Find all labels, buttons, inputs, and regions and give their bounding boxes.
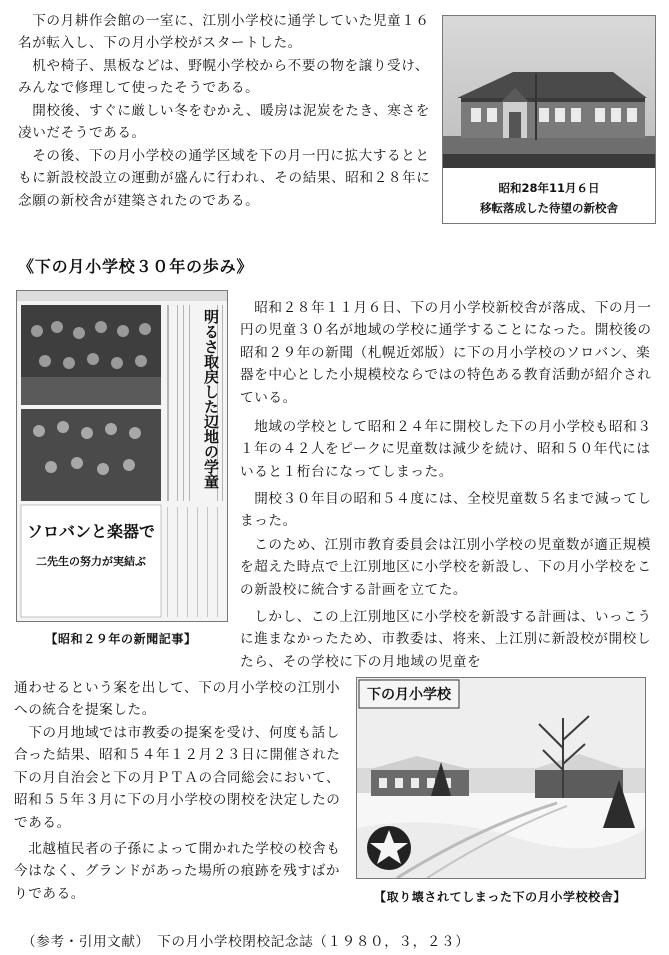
new-school-building-photo xyxy=(442,15,656,224)
section-title: 《下の月小学校３０年の歩み》 xyxy=(18,257,254,276)
body-paragraph-5b: 通わせるという案を出して、下の月小学校の江別小への統合を提案した。 xyxy=(14,680,341,719)
intro-paragraph-3: 開校後、すぐに厳しい冬をむかえ、暖房は泥炭をたき、寒さを凌いだそうである。 xyxy=(18,103,430,142)
body-paragraph-5a: しかし、この上江別地区に小学校を新設する計画は、いっこうに進まなかったため、市教委は、将来、上江別に新設校が開校したら、その学校に下の月地域の児童を xyxy=(240,609,652,670)
body-paragraph-2: 地域の学校として昭和２４年に開校した下の月小学校も昭和３１年の４２人をピークに児童数は減少を続け、昭和５０年代にはいると１桁台になってしまった。 xyxy=(240,419,652,480)
photo1-caption-line1: 昭和28年11月６日 xyxy=(498,181,600,195)
newspaper-headline: ソロバンと楽器で xyxy=(26,522,155,541)
newspaper-subheadline: 二先生の努力が実結ぶ xyxy=(36,555,146,568)
photo1-caption-line2: 移転落成した待望の新校舎 xyxy=(480,201,618,215)
intro-paragraph-2: 机や椅子、黒板などは、野幌小学校から不要の物を譲り受け、みんなで修理して使ったそうである。 xyxy=(18,58,430,97)
body-paragraph-6: 下の月地域では市教委の提案を受け、何度も話し合った結果、昭和５４年１２月２３日に開催された下の月自治会と下の月ＰＴＡの合同総会において、昭和５５年３月に下の月小学校の閉校を決定したのである。 xyxy=(14,725,341,831)
body-paragraph-4: このため、江別市教育委員会は江別小学校の児童数が適正規模を超えた時点で上江別地区に小学校を新設し、下の月小学校をこの新設校に統合する計画を立てた。 xyxy=(240,537,652,598)
newspaper-caption: 【昭和２９年の新聞記事】 xyxy=(45,632,197,646)
intro-paragraph-1: 下の月耕作会館の一室に、江別小学校に通学していた児童１６名が転入し、下の月小学校がスタートした。 xyxy=(18,13,430,52)
reference-citation: （参考・引用文献） 下の月小学校閉校記念誌（１９８０，３，２３） xyxy=(22,934,470,950)
body-paragraph-1: 昭和２８年１１月６日、下の月小学校新校舎が落成、下の月一円の児童３０名が地域の学校に通学することになった。開校後の昭和２９年の新聞（札幌近郊版）に下の月小学校のソロバン、楽器を中心とした小規模校ならではの特色ある教育活動が紹介されている。 xyxy=(240,300,652,406)
newspaper-vertical-headline: 明るさ取戻した辺地の学童 xyxy=(202,309,220,489)
body-paragraph-7: 北越植民者の子孫によって開かれた学校の校舎も今はなく、グランドがあった場所の痕跡を残すばかりである。 xyxy=(14,841,341,902)
body-paragraph-3: 開校３０年目の昭和５４度には、全校児童数５名まで減ってしまった。 xyxy=(240,491,652,530)
school-building-image xyxy=(443,16,655,223)
school-sign-text: 下の月小学校 xyxy=(367,687,451,703)
old-school-photo-caption: 【取り壊されてしまった下の月小学校校舎】 xyxy=(373,890,626,904)
intro-paragraph-4: その後、下の月小学校の通学区域を下の月一円に拡大するとともに新設校設立の運動が盛んに行われ、その結果、昭和２８年に念願の新校舎が建築されたのである。 xyxy=(18,148,431,209)
newspaper-clipping xyxy=(16,290,228,622)
old-school-building-photo xyxy=(356,677,646,879)
